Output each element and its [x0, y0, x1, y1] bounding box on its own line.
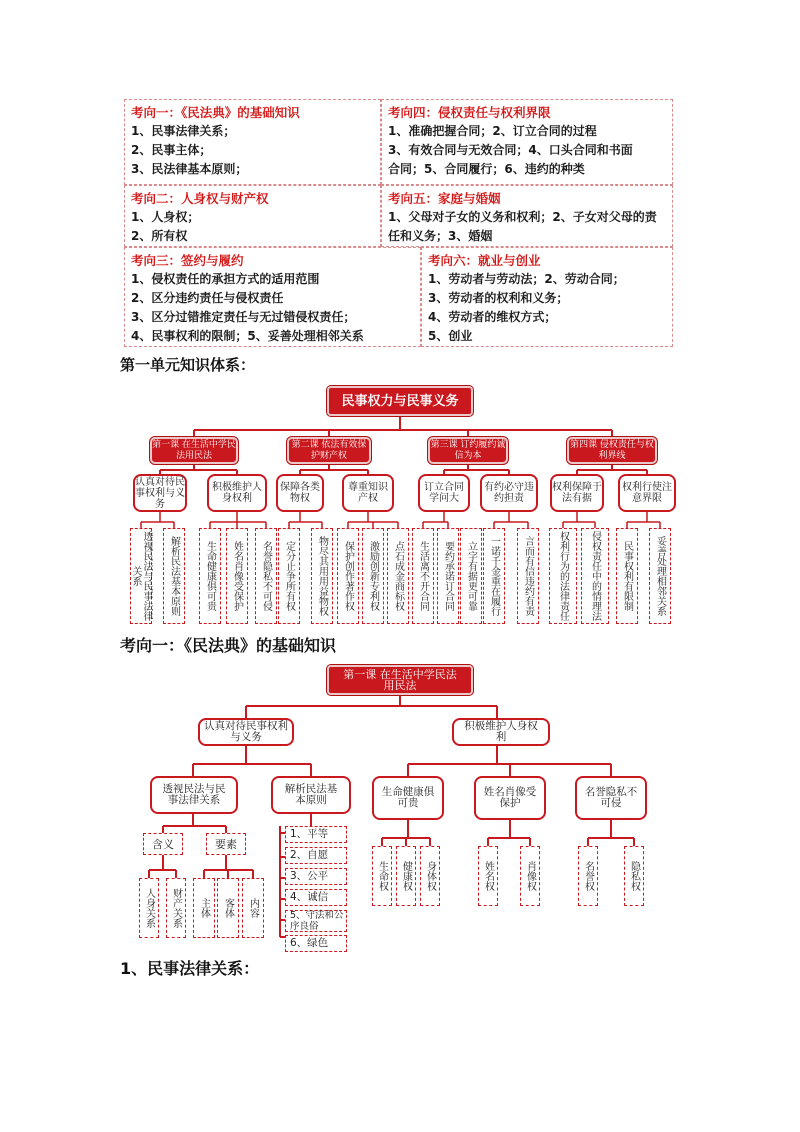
meaning-leaf — [166, 878, 186, 938]
leaf-text: 立字有据更可靠 — [465, 541, 477, 611]
sub-node: 生命健康俱可贵 — [372, 776, 444, 820]
leaf-text: 侵权责任中的情理法 — [589, 531, 601, 621]
meaning-node: 含义 — [143, 833, 183, 855]
diagram2-root: 第一课 在生活中学民法用民法 — [327, 665, 473, 695]
leaf-text: 激励创新专利权 — [367, 541, 379, 611]
sub-node: 姓名肖像受保护 — [474, 776, 546, 820]
leaf-text: 妥善处理相邻关系 — [654, 536, 666, 616]
leaf-text: 名誉隐私不可侵 — [260, 541, 272, 611]
leaf-text: 姓名权 — [482, 861, 494, 891]
topic-node: 有约必守违约担责 — [480, 474, 538, 512]
exam-cell-title: 考向一：《民法典》的基础知识 — [131, 105, 300, 120]
right-leaf — [578, 846, 598, 906]
exam-cell-line: 3、民法律基本原则； — [131, 162, 248, 176]
exam-cell-line: 1、人身权； — [131, 210, 200, 224]
exam-cell-line: 1、准确把握合同；2、订立合同的过程 — [388, 124, 597, 138]
right-leaf — [420, 846, 440, 906]
exam-cell-title: 考向五：家庭与婚姻 — [388, 191, 501, 206]
exam-cell-line: 2、区分违约责任与侵权责任 — [131, 291, 284, 305]
element-leaf — [193, 878, 215, 938]
leaf-text: 生活离不开合同 — [417, 541, 429, 611]
leaf-text: 隐私权 — [628, 861, 640, 891]
lesson-node-3: 第三课 订约履约诚信为本 — [428, 437, 508, 464]
leaf-text: 点石成金商标权 — [392, 541, 404, 611]
leaf-text: 生命权 — [376, 861, 388, 891]
leaf-text: 物尽其用用益物权 — [316, 536, 328, 616]
leaf-text: 主体 — [198, 898, 210, 918]
leaf-text: 民事权利有限制 — [621, 541, 633, 611]
exam-cell-title: 考向六：就业与创业 — [428, 253, 541, 268]
principle-item: 1、平等 — [285, 826, 347, 843]
sub-node: 解析民法基本原则 — [271, 776, 351, 814]
topic-node: 认真对待民事权利与义务 — [133, 474, 187, 512]
exam-cell-line: 1、民事法律关系； — [131, 124, 236, 138]
exam-cell-line: 3、有效合同与无效合同；4、口头合同和书面 — [388, 143, 633, 157]
topic-node: 权利行使注意界限 — [618, 474, 676, 512]
branch-node: 认真对待民事权利与义务 — [198, 718, 294, 746]
lesson-node-2: 第二课 依法有效保护财产权 — [287, 437, 371, 464]
leaf-text: 姓名肖像受保护 — [231, 541, 243, 611]
leaf-text: 权利行为的法律责任 — [557, 531, 569, 621]
exam-cell-line: 任和义务；3、婚姻 — [388, 229, 493, 243]
right-leaf — [396, 846, 416, 906]
sub-node: 名誉隐私不可侵 — [575, 776, 647, 820]
principle-item: 2、自愿 — [285, 847, 347, 864]
branch-node: 积极维护人身权利 — [452, 718, 550, 746]
leaf-text: 财产关系 — [170, 888, 182, 928]
lesson-node-4: 第四课 侵权责任与权利界线 — [567, 437, 657, 464]
exam-cell-line: 2、民事主体； — [131, 143, 212, 157]
exam-cell-line: 1、劳动者与劳动法；2、劳动合同； — [428, 272, 625, 286]
elements-node: 要素 — [206, 833, 246, 855]
topic-node: 订立合同学问大 — [418, 474, 470, 512]
right-leaf — [624, 846, 644, 906]
exam-cell-title: 考向四：侵权责任与权利界限 — [388, 105, 551, 120]
leaf-text: 内容 — [247, 898, 259, 918]
unit-heading: 第一单元知识体系： — [120, 356, 256, 374]
leaf-text: 定分止争所有权 — [283, 541, 295, 611]
leaf-text: 一诺千金重在履行 — [488, 536, 500, 616]
leaf-text: 要约承诺订合同 — [442, 541, 454, 611]
leaf-text: 肖像权 — [524, 861, 536, 891]
leaf-text: 解析民法基本原则 — [168, 536, 180, 616]
right-leaf — [520, 846, 540, 906]
leaf-text: 客体 — [222, 898, 234, 918]
element-leaf — [242, 878, 264, 938]
diagram1-root: 民事权力与民事义务 — [327, 386, 473, 416]
principle-item: 6、绿色 — [285, 935, 347, 952]
exam-cell-line: 1、侵权责任的承担方式的适用范围 — [131, 272, 320, 286]
exam-cell-title: 考向三：签约与履约 — [131, 253, 244, 268]
principle-item: 3、公平 — [285, 868, 347, 885]
right-leaf — [478, 846, 498, 906]
sub-node: 透视民法与民事法律关系 — [150, 776, 238, 814]
exam-cell-line: 合同；5、合同履行；6、违约的种类 — [388, 162, 585, 176]
exam-cell-line: 4、民事权利的限制；5、妥善处理相邻关系 — [131, 329, 364, 343]
meaning-leaf — [139, 878, 159, 938]
leaf-text: 身体权 — [424, 861, 436, 891]
lesson-node-1: 第一课 在生活中学民法用民法 — [150, 437, 238, 464]
exam-cell-line: 4、劳动者的维权方式； — [428, 310, 557, 324]
principle-item: 5、守法和公序良俗 — [285, 910, 347, 932]
leaf-text: 言而有信违约有责 — [522, 536, 534, 616]
topic-node: 权利保障于法有据 — [550, 474, 604, 512]
section1-heading: 1、民事法律关系： — [120, 959, 260, 978]
exam-cell-line: 2、所有权 — [131, 229, 188, 243]
topic-node: 积极维护人身权利 — [207, 474, 267, 512]
exam-cell-line: 1、父母对子女的义务和权利；2、子女对父母的责 — [388, 210, 657, 224]
exam-cell-line: 3、劳动者的权利和义务； — [428, 291, 569, 305]
leaf-text: 名誉权 — [582, 861, 594, 891]
topic-node: 尊重知识产权 — [342, 474, 394, 512]
exam-cell-line: 5、创业 — [428, 329, 473, 343]
leaf-text: 健康权 — [400, 861, 412, 891]
leaf-text: 生命健康俱可贵 — [204, 541, 216, 611]
topic1-heading: 考向一：《民法典》的基础知识 — [120, 636, 337, 655]
right-leaf — [372, 846, 392, 906]
leaf-text: 透视民法与民事法律关系 — [130, 531, 152, 621]
topic-node: 保障各类物权 — [276, 474, 324, 512]
leaf-text: 保护创作著作权 — [342, 541, 354, 611]
exam-cell-title: 考向二：人身权与财产权 — [131, 191, 269, 206]
element-leaf — [217, 878, 239, 938]
leaf-text: 人身关系 — [143, 888, 155, 928]
principle-item: 4、诚信 — [285, 889, 347, 906]
exam-cell-line: 3、区分过错推定责任与无过错侵权责任； — [131, 310, 356, 324]
